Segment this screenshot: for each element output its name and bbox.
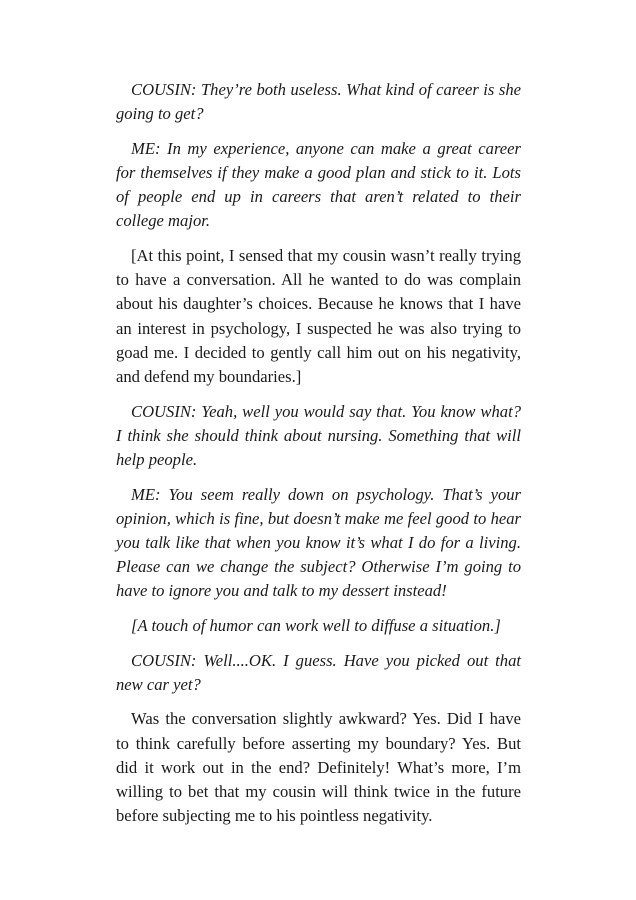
aside-humor: [A touch of humor can work well to diffuse a situation.]	[131, 616, 501, 636]
dialogue-cousin-useless: COUSIN: They’re both useless. What kind of career is she going to get?	[116, 80, 521, 124]
narration-boundaries: [At this point, I sensed that my cousin wasn’t really trying to have a conversation. All he wanted to do was complain about his daughter’s choices. Because he knows that I have an interest in psychology, I suspected he was also trying to goad me. I decided to gently call him out on his negativity, and defend my boundaries.]	[116, 246, 521, 387]
dialogue-me-career: ME: In my experience, anyone can make a great career for themselves if they make a good plan and stick to it. Lots of people end up in careers that aren’t related to their college major.	[116, 138, 521, 231]
body-text	[116, 78, 521, 839]
dialogue-cousin-car: COUSIN: Well....OK. I guess. Have you picked out that new car yet?	[116, 650, 521, 694]
dialogue-cousin-nursing: COUSIN: Yeah, well you would say that. You know what? I think she should think about nursing. Something that will help people.	[116, 401, 521, 470]
narration-conclusion: Was the conversation slightly awkward? Yes. Did I have to think carefully before asserting my boundary? Yes. But did it work out in the end? Definitely! What’s more, I’m willing to bet that my cousin will think twice in the future before subjecting me to his pointless negativity.	[116, 709, 521, 826]
dialogue-me-psychology: ME: You seem really down on psychology. That’s your opinion, which is fine, but doesn’t make me feel good to hear you talk like that when you know it’s what I do for a living. Please can we change the subject? Otherwise I’m going to have to ignore you and talk to my dessert instead!	[116, 484, 521, 601]
